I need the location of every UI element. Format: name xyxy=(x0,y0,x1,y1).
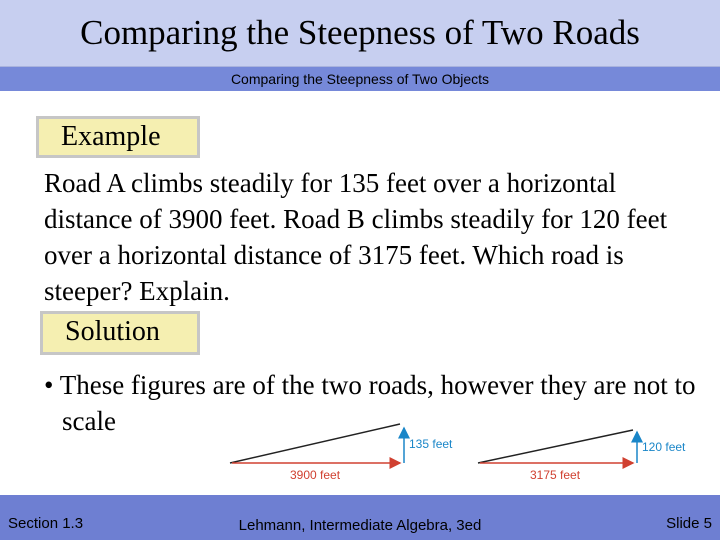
road-a-figure xyxy=(230,424,453,482)
road-figures xyxy=(0,420,720,490)
road-a-slope-line xyxy=(230,424,400,463)
footer-bar xyxy=(0,495,720,540)
footer-book-title: Lehmann, Intermediate Algebra, 3ed xyxy=(238,517,482,534)
footer-slide-number: Slide 5 xyxy=(666,515,712,532)
slide-subtitle: Comparing the Steepness of Two Objects xyxy=(230,71,490,87)
road-b-slope-line xyxy=(478,430,633,463)
road-b-rise-label: 120 feet xyxy=(642,440,686,454)
footer-section: Section 1.3 xyxy=(8,515,84,532)
road-b-run-label: 3175 feet xyxy=(530,468,581,482)
road-a-run-label: 3900 feet xyxy=(290,468,341,482)
road-a-rise-label: 135 feet xyxy=(409,437,453,451)
example-label: Example xyxy=(36,116,200,158)
road-b-figure xyxy=(478,430,686,482)
solution-label: Solution xyxy=(40,311,200,355)
solution-bullet: • These figures are of the two roads, however they are not to scale xyxy=(44,370,696,436)
slide-title: Comparing the Steepness of Two Roads xyxy=(80,13,640,52)
problem-text: Road A climbs steadily for 135 feet over a horizontal distance of 3900 feet. Road B climbs steadily for 120 feet over a horizontal distance of 3175 feet. Which road is steeper? Explain. xyxy=(44,168,668,306)
